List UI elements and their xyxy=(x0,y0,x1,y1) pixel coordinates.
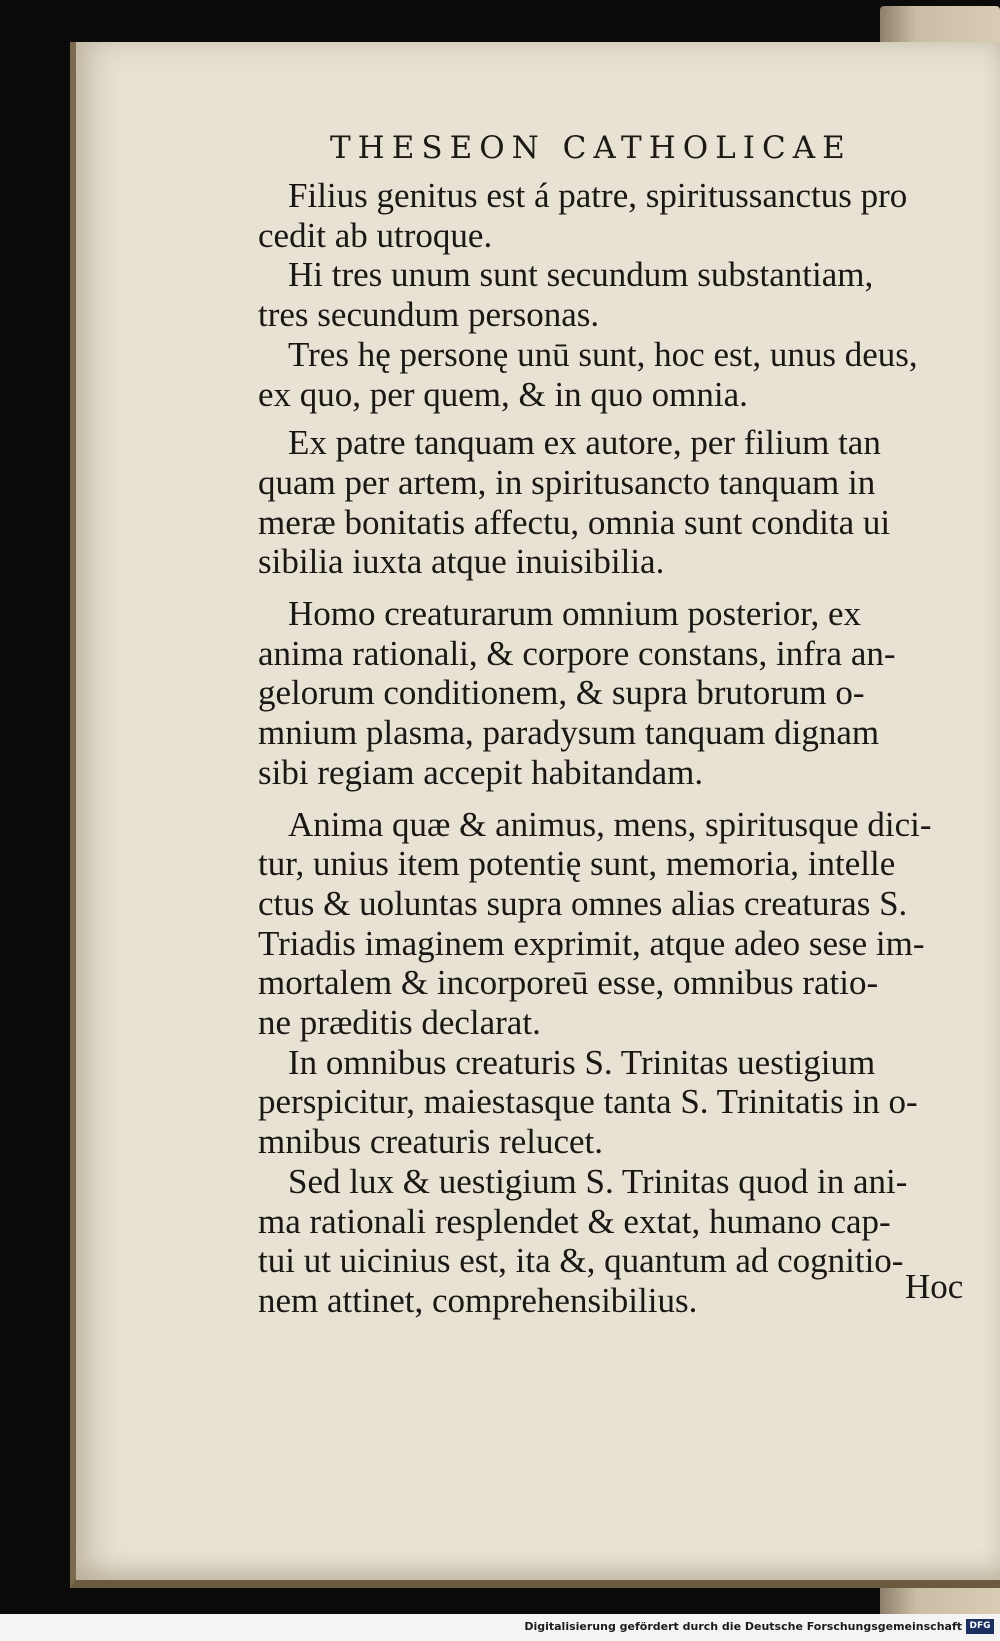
paragraph-1 xyxy=(258,176,958,255)
paragraph-5 xyxy=(258,594,958,793)
body-text xyxy=(258,176,958,1321)
text-line: sibi regiam accepit habitandam. xyxy=(258,752,704,792)
text-line: mnium plasma, paradysum tanquam dignam xyxy=(258,713,880,753)
text-line: ctus & uoluntas supra omnes alias creaturas S. xyxy=(258,883,908,923)
paragraph-4 xyxy=(258,423,958,582)
text-line: nem attinet, comprehensibilius. xyxy=(258,1280,698,1320)
text-line: tui ut uicinius est, ita &, quantum ad cognitio- xyxy=(258,1241,904,1281)
text-line: meræ bonitatis affectu, omnia sunt condita ui xyxy=(258,502,891,542)
text-line: Anima quæ & animus, mens, spiritusque dici- xyxy=(288,804,932,844)
text-line: mortalem & incorporeū esse, omnibus ratio- xyxy=(258,963,879,1003)
paragraph-6 xyxy=(258,805,958,1043)
text-line: sibilia iuxta atque inuisibilia. xyxy=(258,542,665,582)
text-line: ex quo, per quem, & in quo omnia. xyxy=(258,374,748,414)
paragraph-3 xyxy=(258,335,958,414)
paragraph-2 xyxy=(258,255,958,334)
text-line: Tres hę personę unū sunt, hoc est, unus deus, xyxy=(288,334,918,374)
text-line: perspicitur, maiestasque tanta S. Trinitatis in o- xyxy=(258,1082,918,1122)
text-line: Hi tres unum sunt secundum substantiam, xyxy=(288,255,874,295)
text-line: Ex patre tanquam ex autore, per filium tan xyxy=(288,423,881,463)
text-line: Filius genitus est á patre, spiritussanctus pro xyxy=(288,176,908,215)
text-line: cedit ab utroque. xyxy=(258,215,493,255)
text-line: ma rationali resplendet & extat, humano cap- xyxy=(258,1201,891,1241)
paragraph-7 xyxy=(258,1043,958,1162)
text-line: In omnibus creaturis S. Trinitas uestigium xyxy=(288,1042,876,1082)
text-line: anima rationali, & corpore constans, infra an- xyxy=(258,633,896,673)
text-line: tres secundum personas. xyxy=(258,295,600,335)
running-head: THESEON CATHOLICAE xyxy=(330,130,852,166)
text-line: ne præditis declarat. xyxy=(258,1003,541,1043)
paragraph-8 xyxy=(258,1162,958,1321)
funding-credit: Digitalisierung gefördert durch die Deutsche Forschungsgemeinschaft xyxy=(524,1620,962,1633)
text-line: mnibus creaturis relucet. xyxy=(258,1122,604,1162)
catchword: Hoc xyxy=(905,1267,964,1306)
text-line: Triadis imaginem exprimit, atque adeo sese im- xyxy=(258,923,925,963)
text-line: tur, unius item potentię sunt, memoria, intelle xyxy=(258,844,896,884)
text-line: gelorum conditionem, & supra brutorum o- xyxy=(258,673,865,713)
text-line: Homo creaturarum omnium posterior, ex xyxy=(288,594,862,634)
text-line: Sed lux & uestigium S. Trinitas quod in ani- xyxy=(288,1161,908,1201)
text-line: quam per artem, in spiritusancto tanquam in xyxy=(258,462,876,502)
footer-bar xyxy=(0,1614,1000,1641)
dfg-logo-icon: DFG xyxy=(966,1619,994,1634)
